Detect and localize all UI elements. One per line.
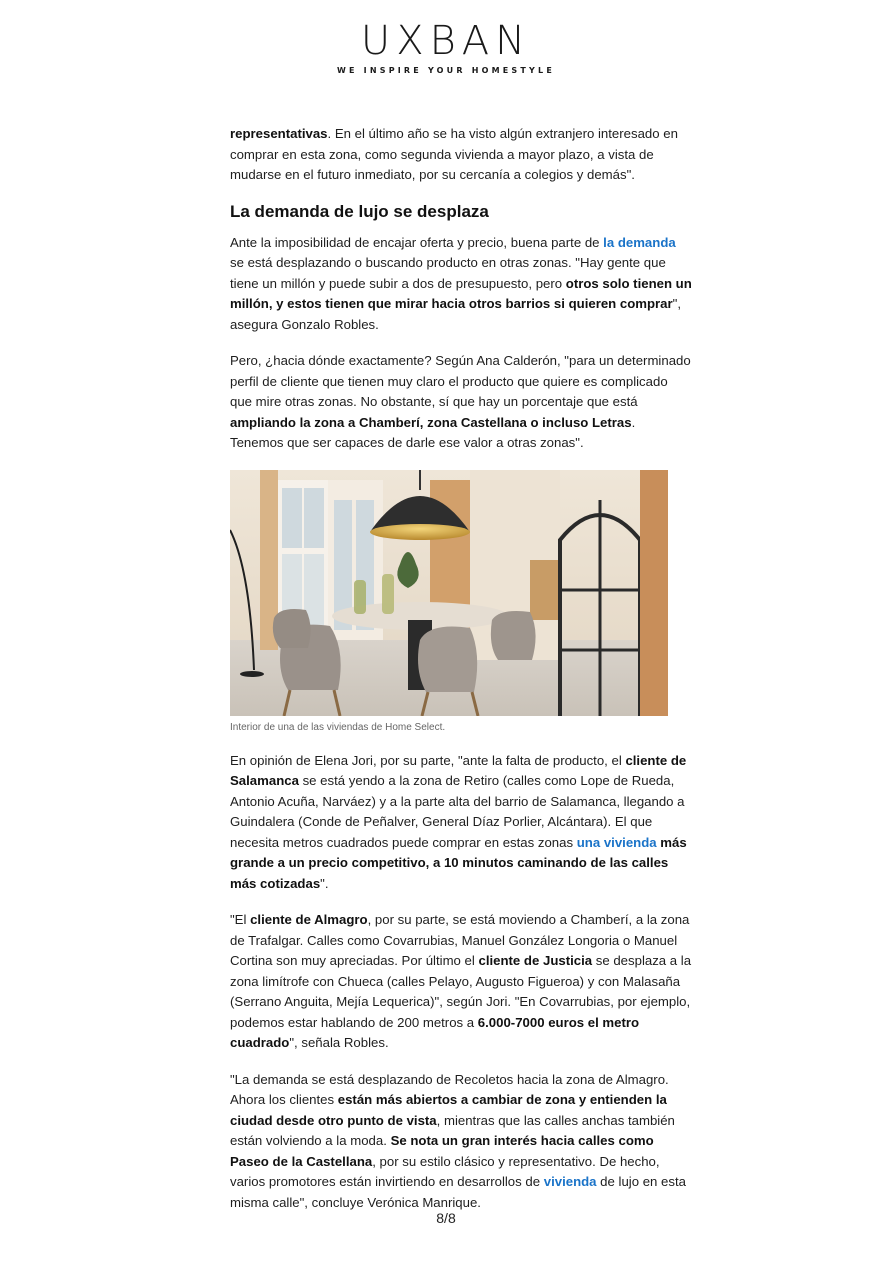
paragraph-text: "El (230, 912, 251, 927)
paragraph-text: . Tenemos que ser capaces de darle ese valor a otras zonas". (230, 414, 636, 450)
paragraph-text: de lujo en esta misma calle", concluye Verónica Manrique. (230, 1174, 686, 1210)
paragraph-text: . En el último año se ha visto algún extranjero interesado en comprar en esta zona, como segunda vivienda a mayor plazo, a vista de mudarse en el futuro inmediato, por su cercanía a colegios y demás". (230, 126, 678, 182)
paragraph-text: , por su estilo clásico y representativo. De hecho, varios promotores están invirtiendo en desarrollos de (230, 1153, 660, 1189)
paragraph-3 (230, 351, 692, 454)
paragraph-text: Ante la imposibilidad de encajar oferta y precio, buena parte de (230, 234, 604, 250)
paragraph-1 (230, 124, 692, 186)
paragraph-4 (230, 751, 692, 895)
paragraph-text: En opinión de Elena Jori, por su parte, "ante la falta de producto, el (230, 752, 626, 768)
paragraph-text: Pero, ¿hacia dónde exactamente? Según Ana Calderón, "para un determinado perfil de cliente que tienen muy claro el producto que quiere es complicado que mire otras zonas. No obstante, sí que hay un porcentaje que está (230, 353, 691, 409)
logo-tagline: WE INSPIRE YOUR HOMESTYLE (336, 66, 555, 75)
paragraph-text: , por su parte, se está moviendo a Chamberí, a la zona de Trafalgar. Calles como Covarrubias, Manuel González Longoria o Manuel Cortina son muy apreciadas. Por último el (230, 912, 690, 968)
dining-room-illustration (230, 470, 668, 716)
page-header (0, 18, 892, 75)
bold-text: cliente de Salamanca (230, 752, 687, 788)
paragraph-text: se está yendo a la zona de Retiro (calles como Lope de Rueda, Antonio Acuña, Narváez) y a la parte alta del barrio de Salamanca, llegando a Guindalera (Conde de Peñalver, General Díaz Porlier, Alcántara). El que necesita metros cuadrados puede comprar en estas zonas (230, 773, 685, 850)
bold-text: más grande a un precio competitivo, a 10 minutos caminando de las calles más cotizadas (230, 834, 687, 891)
link-una-vivienda[interactable]: una vivienda (576, 834, 657, 850)
paragraph-text: se está desplazando o buscando producto en otras zonas. "Hay gente que tiene un millón y puede subir a dos de presupuesto, pero (230, 255, 666, 291)
photo-caption: Interior de una de las viviendas de Home Select. (230, 721, 446, 733)
uxban-logo: UXBAN (360, 18, 532, 64)
paragraph-6 (230, 1070, 692, 1214)
bold-text: están más abiertos a cambiar de zona y entienden la ciudad desde otro punto de vista (230, 1092, 667, 1128)
link-vivienda[interactable]: vivienda (543, 1174, 597, 1189)
bold-text: otros solo tienen un millón, y estos tienen que mirar hacia otros barrios si quieren comprar (230, 275, 692, 311)
paragraph-text: , mientras que las calles anchas también están volviendo a la moda. (230, 1112, 675, 1148)
bold-text: cliente de Almagro (250, 912, 368, 927)
bold-text: Se nota un gran interés hacia calles como Paseo de la Castellana (230, 1133, 654, 1169)
page-number: 8/8 (436, 1210, 456, 1226)
paragraph-text: ". (320, 875, 329, 891)
section-heading: La demanda de lujo se desplaza (230, 201, 489, 221)
paragraph-text: "La demanda se está desplazando de Recoletos hacia la zona de Almagro. Ahora los clientes (230, 1071, 669, 1107)
bold-text: representativas (230, 126, 328, 141)
article-body (230, 124, 692, 1229)
paragraph-2 (230, 233, 692, 336)
paragraph-5 (230, 910, 692, 1054)
interior-photo (230, 470, 668, 716)
paragraph-text: ", asegura Gonzalo Robles. (230, 296, 682, 332)
link-la-demanda[interactable]: la demanda (603, 234, 676, 250)
bold-text: cliente de Justicia (478, 953, 593, 968)
paragraph-text: se desplaza a la zona limítrofe con Chueca (calles Pelayo, Augusto Figueroa) y con Malasaña (Serrano Anguita, Mejía Lequerica)", según Jori. "En Covarrubias, por ejemplo, podemos estar hablando de 200 metros a (230, 953, 692, 1030)
bold-text: 6.000-7000 euros el metro cuadrado (230, 1014, 640, 1050)
paragraph-text: ", señala Robles. (289, 1035, 389, 1050)
bold-text: ampliando la zona a Chamberí, zona Castellana o incluso Letras (230, 414, 632, 430)
